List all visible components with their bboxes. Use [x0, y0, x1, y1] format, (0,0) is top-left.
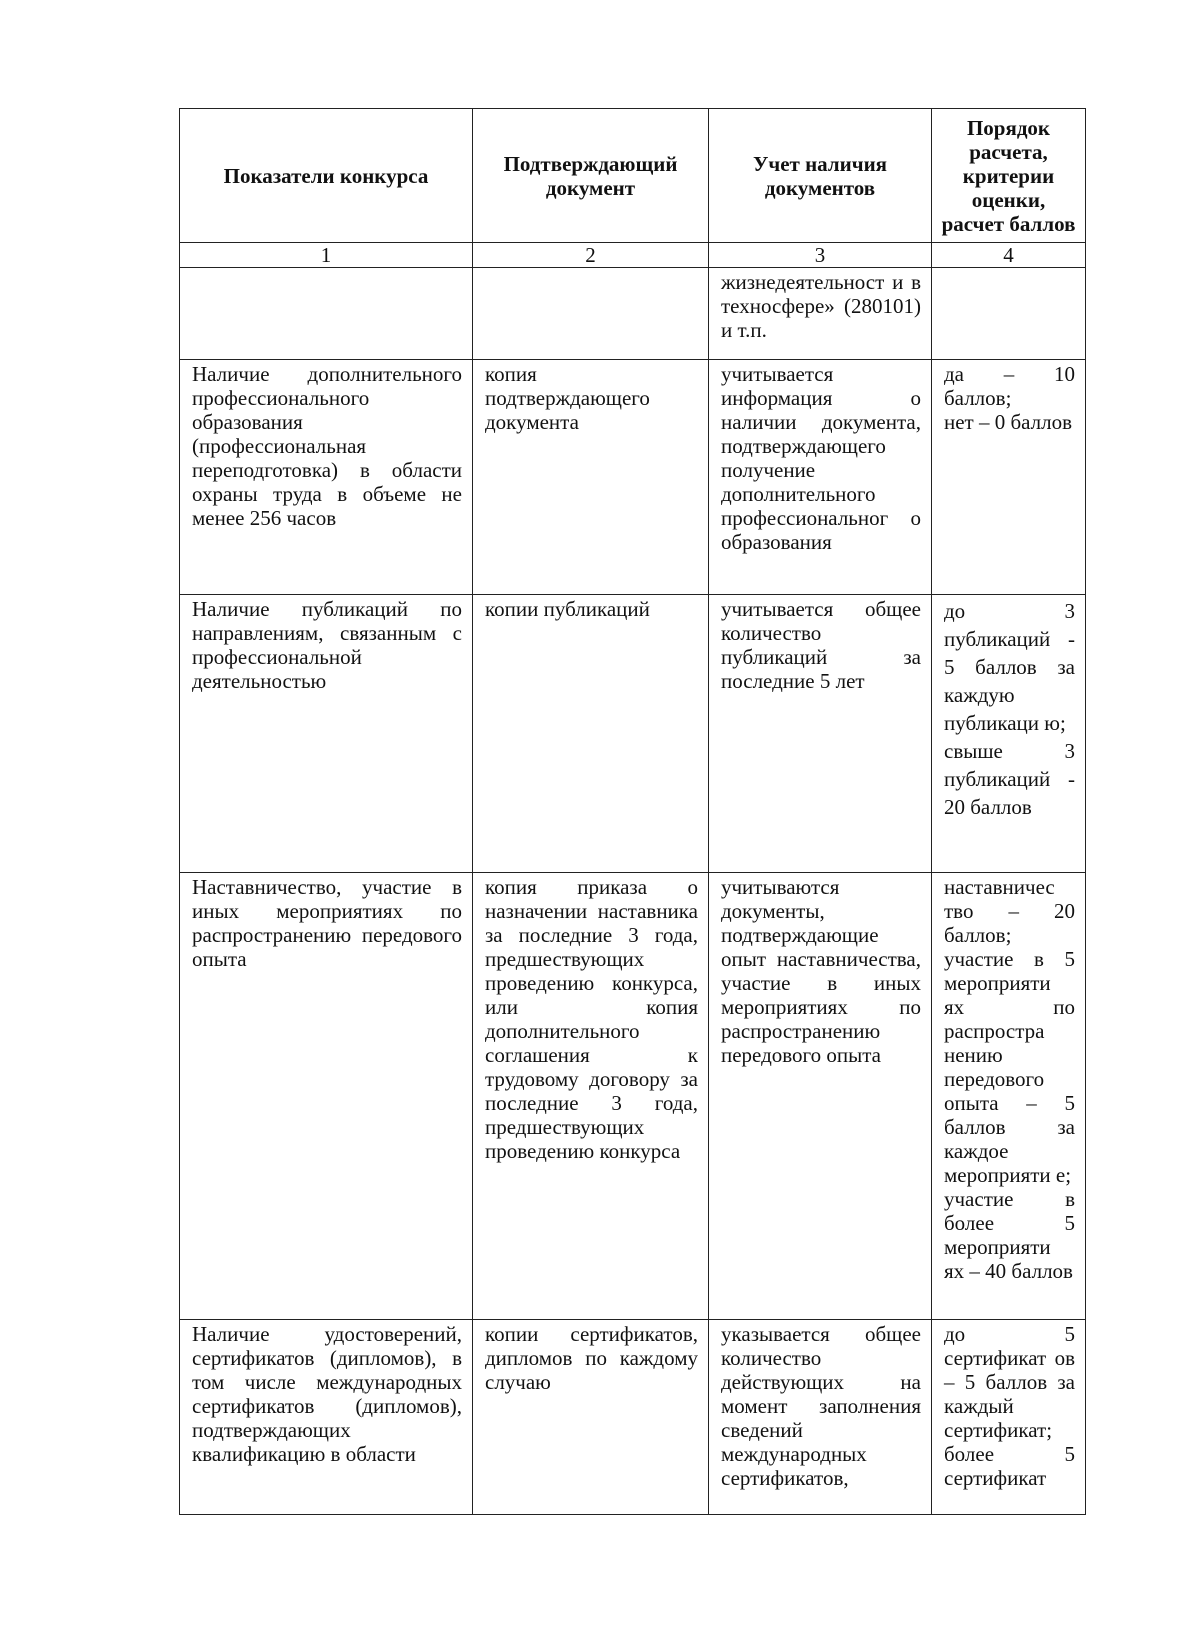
table-cell: копия подтверждающего документа [473, 360, 709, 595]
table-cell: учитывается информация о наличии документа, подтверждающего получение дополнительного профессиональног о образования [709, 360, 932, 595]
column-number: 2 [473, 243, 709, 268]
table-cell: жизнедеятельност и в техносфере» (280101) и т.п. [709, 268, 932, 360]
column-number: 3 [709, 243, 932, 268]
column-number-row [180, 243, 1086, 268]
table-cell: Наставничество, участие в иных мероприятиях по распространению передового опыта [180, 873, 473, 1320]
header-cell: Показатели конкурса [180, 109, 473, 243]
header-cell: Учет наличия документов [709, 109, 932, 243]
table-cell: копии публикаций [473, 595, 709, 873]
table-cell: наставничес тво – 20 баллов; участие в 5 мероприяти ях по распростра нению передового опыта – 5 баллов за каждое мероприяти е; участие в более 5 мероприяти ях – 40 баллов [932, 873, 1086, 1320]
table-cell: Наличие удостоверений, сертификатов (дипломов), в том числе международных сертификатов (дипломов), подтверждающих квалификацию в области [180, 1320, 473, 1515]
header-row [180, 109, 1086, 243]
table-cell [473, 268, 709, 360]
column-number: 1 [180, 243, 473, 268]
table-row [180, 268, 1086, 360]
table-cell: Наличие дополнительного профессионального образования (профессиональная переподготовка) в области охраны труда в объеме не менее 256 часов [180, 360, 473, 595]
table-row [180, 360, 1086, 595]
table-cell [180, 268, 473, 360]
table-cell: копия приказа о назначении наставника за последние 3 года, предшествующих проведению конкурса, или копия дополнительного соглашения к трудовому договору за последние 3 года, предшествующих проведению конкурса [473, 873, 709, 1320]
table-row [180, 595, 1086, 873]
table-cell: указывается общее количество действующих на момент заполнения сведений международных сертификатов, [709, 1320, 932, 1515]
column-number: 4 [932, 243, 1086, 268]
table-cell: да – 10 баллов; нет – 0 баллов [932, 360, 1086, 595]
table-row [180, 1320, 1086, 1515]
table-cell: Наличие публикаций по направлениям, связанным с профессиональной деятельностью [180, 595, 473, 873]
table-cell: учитывается общее количество публикаций за последние 5 лет [709, 595, 932, 873]
table-row [180, 873, 1086, 1320]
header-cell: Порядок расчета, критерии оценки, расчет баллов [932, 109, 1086, 243]
criteria-table [179, 108, 1086, 1515]
table-cell: до 3 публикаций - 5 баллов за каждую публикаци ю; свыше 3 публикаций - 20 баллов [932, 595, 1086, 873]
table-cell: копии сертификатов, дипломов по каждому случаю [473, 1320, 709, 1515]
table-cell: учитываются документы, подтверждающие опыт наставничества, участие в иных мероприятиях по распространению передового опыта [709, 873, 932, 1320]
table-cell [932, 268, 1086, 360]
header-cell: Подтверждающий документ [473, 109, 709, 243]
table-cell: до 5 сертификат ов – 5 баллов за каждый сертификат; более 5 сертификат [932, 1320, 1086, 1515]
